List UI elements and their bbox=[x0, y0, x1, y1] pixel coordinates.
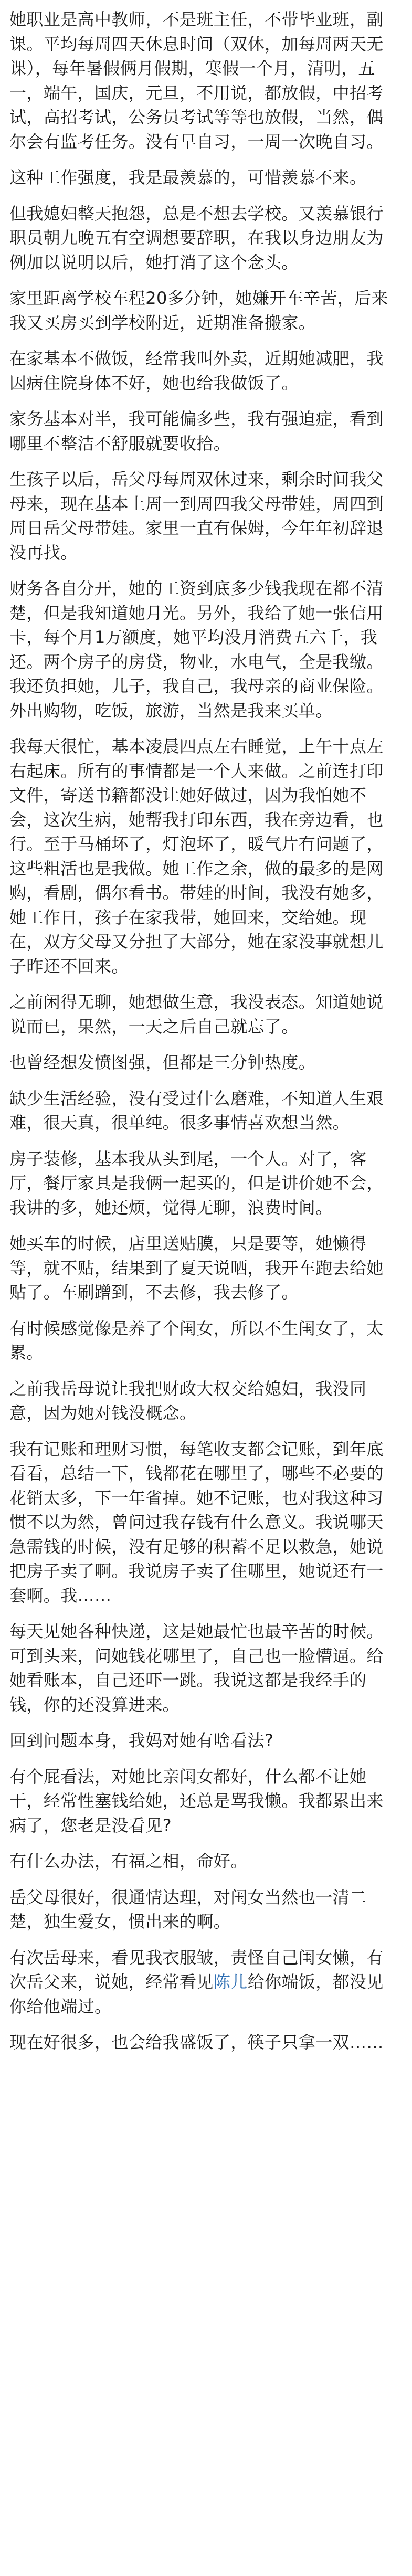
paragraph: 在家基本不做饭，经常我叫外卖，近期她减肥，我因病住院身体不好，她也给我做饭了。 bbox=[9, 349, 384, 393]
paragraph: 有什么办法，有福之相，命好。 bbox=[9, 1851, 248, 1871]
paragraph: 生孩子以后，岳父母每周双休过来，剩余时间我父母来，现在基本上周一到周四我父母带娃，周四到周日岳父母带娃。家里一直有保姆，今年年初辞退没再找。 bbox=[9, 469, 384, 563]
paragraph: 她买车的时候，店里送贴膜，只是要等，她懒得等，就不贴，结果到了夏天说晒，我开车跑去给她贴了。车刷蹭到，不去修，我去修了。 bbox=[9, 1233, 384, 1302]
paragraph: 房子装修，基本我从头到尾，一个人。对了，客厅，餐厅家具是我俩一起买的，但是讲价她不会，我讲的多，她还烦，觉得无聊，浪费时间。 bbox=[9, 1148, 384, 1218]
paragraph: 也曾经想发愤图强，但都是三分钟热度。 bbox=[9, 1052, 316, 1072]
paragraph: 回到问题本身，我妈对她有啥看法? bbox=[9, 1730, 274, 1750]
paragraph bbox=[9, 1946, 398, 2019]
bottom-fade-overlay bbox=[0, 2545, 412, 2576]
paragraph: 现在好很多，也会给我盛饭了，筷子只拿一双…… bbox=[9, 2032, 384, 2052]
paragraph: 每天见她各种快递，这是她最忙也最辛苦的时候。可到头来，问她钱花哪里了，自己也一脸懵逼。给她看账本，自己还吓一跳。我说这都是我经手的钱，你的还没算进来。 bbox=[9, 1621, 384, 1715]
paragraph: 这种工作强度，我是最羡慕的，可惜羡慕不来。 bbox=[9, 167, 367, 187]
paragraph: 我有记账和理财习惯，每笔收支都会记账，到年底看看，总结一下，钱都花在哪里了，哪些不必要的花销太多，下一年省掉。她不记账，也对我这种习惯不以为然，曾问过我存钱有什么意义。我说哪天急需钱的时候，没有足够的积蓄不足以救急，她说把房子卖了啊。我说房子卖了住哪里，她说还有一套啊。我…… bbox=[9, 1439, 384, 1606]
paragraph: 岳父母很好，很通情达理，对闺女当然也一清二楚，独生爱女，惯出来的啊。 bbox=[9, 1887, 367, 1931]
paragraph: 她职业是高中教师，不是班主任，不带毕业班，副课。平均每周四天休息时间（双休，加每周两天无课），每年暑假俩月假期，寒假一个月，清明，五一，端午，国庆，元旦，不用说，都放假，中招考试，高招考试，公务员考试等等也放假，当然，偶尔会有监考任务。没有早自习，一周一次晚自习。 bbox=[9, 9, 384, 152]
paragraph: 家里距离学校车程20多分钟，她嫌开车辛苦，后来我又买房买到学校附近，近期准备搬家。 bbox=[9, 288, 388, 333]
paragraph: 家务基本对半，我可能偏多些，我有强迫症，看到哪里不整洁不舒服就要收拾。 bbox=[9, 409, 384, 453]
paragraph: 财务各自分开，她的工资到底多少钱我现在都不清楚，但是我知道她月光。另外，我给了她一张信用卡，每个月1万额度，她平均没月消费五六千，我还。两个房子的房贷，物业，水电气，全是我缴。我还负担她，儿子，我自己，我母亲的商业保险。外出购物，吃饭，旅游，当然是我来买单。 bbox=[9, 578, 384, 721]
paragraph: 有时候感觉像是养了个闺女，所以不生闺女了，太累。 bbox=[9, 1318, 384, 1363]
paragraph-text: 有次岳母来，看见我衣服皱，责怪自己闺女懒，有次岳父来，说她，经常看见 bbox=[9, 1947, 384, 1992]
paragraph: 缺少生活经验，没有受过什么磨难，不知道人生艰难，很天真，很单纯。很多事情喜欢想当然。 bbox=[9, 1088, 384, 1133]
user-mention-link[interactable]: 陈儿 bbox=[213, 1972, 248, 1992]
paragraph: 之前我岳母说让我把财政大权交给媳妇，我没同意，因为她对钱没概念。 bbox=[9, 1378, 367, 1423]
paragraph: 有个屁看法，对她比亲闺女都好，什么都不让她干，经常性塞钱给她，还总是骂我懒。我都累出来病了，您老是没看见? bbox=[9, 1766, 384, 1835]
paragraph: 我每天很忙，基本凌晨四点左右睡觉，上午十点左右起床。所有的事情都是一个人来做。之前连打印文件，寄送书籍都没让她好做过，因为我怕她不会，这次生病，她帮我打印东西，我在旁边看，也行。至于马桶坏了，灯泡坏了，暖气片有问题了，这些粗活也是我做。她工作之余，做的最多的是网购，看剧，偶尔看书。带娃的时间，我没有她多，她工作日，孩子在家我带，她回来，交给她。现在，双方父母又分担了大部分，她在家没事就想儿子昨还不回来。 bbox=[9, 736, 384, 976]
paragraph: 之前闲得无聊，她想做生意，我没表态。知道她说说而已，果然，一天之后自己就忘了。 bbox=[9, 992, 384, 1037]
paragraph: 但我媳妇整天抱怨，总是不想去学校。又羡慕银行职员朝九晚五有空调想要辞职，在我以身边朋友为例加以说明以后，她打消了这个念头。 bbox=[9, 203, 384, 272]
paragraph-text: 给你端饭，都没见你给他端过。 bbox=[9, 1972, 384, 2017]
